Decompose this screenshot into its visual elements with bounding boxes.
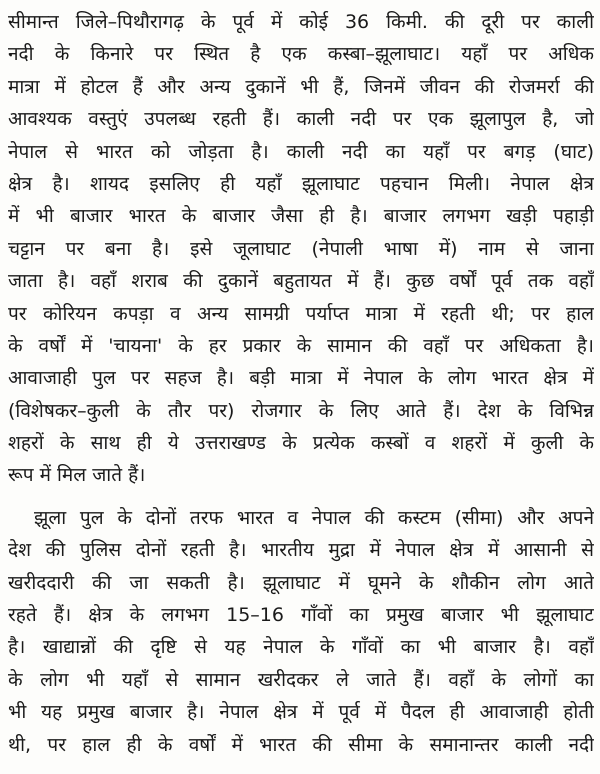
text-line: देश की पुलिस दोनों रहती है। भारतीय मुद्रा में नेपाल क्षेत्र में आसानी से bbox=[8, 539, 594, 562]
text-line: जाता है। वहाँ शराब की दुकानें बहुतायत में हैं। कुछ वर्षों पूर्व तक वहाँ bbox=[8, 270, 594, 293]
text-line: के वर्षों में 'चायना' के हर प्रकार के सामान की वहाँ पर अधिकता है। bbox=[8, 334, 594, 357]
text-line: मात्रा में होटल हैं और अन्य दुकानें भी हैं, जिनमें जीवन की रोजमर्रा की bbox=[8, 75, 594, 98]
text-line: रूप में मिल जाते हैं। bbox=[8, 464, 146, 487]
text-line: नदी के किनारे पर स्थित है एक कस्बा–झूलाघाट। यहाँ पर अधिक bbox=[8, 43, 594, 66]
body-text bbox=[8, 6, 594, 761]
text-line: शहरों के साथ ही ये उत्तराखण्ड के प्रत्येक कस्बों व शहरों में कुली के bbox=[8, 432, 594, 455]
text-line: नेपाल से भारत को जोड़ता है। काली नदी का यहाँ पर बगड़ (घाट) bbox=[8, 140, 594, 163]
text-line: क्षेत्र है। शायद इसलिए ही यहाँ झूलाघाट पहचान मिली। नेपाल क्षेत्र bbox=[8, 172, 594, 195]
text-line: आवाजाही पुल पर सहज है। बड़ी मात्रा में नेपाल के लोग भारत क्षेत्र में bbox=[8, 367, 594, 390]
text-line: झूला पुल के दोनों तरफ भारत व नेपाल की कस्टम (सीमा) और अपने bbox=[34, 506, 594, 529]
text-line: आवश्यक वस्तुएं उपलब्ध रहती हैं। काली नदी पर एक झूलापुल है, जो bbox=[8, 108, 594, 131]
text-line: थी, पर हाल ही के वर्षों में भारत की सीमा के समानान्तर काली नदी bbox=[8, 733, 594, 756]
text-line: रहते हैं। क्षेत्र के लगभग 15–16 गाँवों का प्रमुख बाजार भी झूलाघाट bbox=[8, 604, 594, 627]
text-line: सीमान्त जिले–पिथौरागढ़ के पूर्व में कोई 36 किमी. की दूरी पर काली bbox=[8, 11, 594, 33]
paragraph-spacer bbox=[8, 492, 594, 502]
text-line: खरीददारी की जा सकती है। झूलाघाट में घूमने के शौकीन लोग आते bbox=[8, 571, 594, 594]
text-line: (विशेषकर–कुली के तौर पर) रोजगार के लिए आते हैं। देश के विभिन्न bbox=[8, 399, 594, 422]
paragraph-2 bbox=[8, 502, 594, 761]
text-line: पर कोरियन कपड़ा व अन्य सामग्री पर्याप्त मात्रा में रहती थी; पर हाल bbox=[8, 302, 594, 325]
text-line: चट्टान पर बना है। इसे जूलाघाट (नेपाली भाषा में) नाम से जाना bbox=[8, 237, 594, 260]
text-line: के लोग भी यहाँ से सामान खरीदकर ले जाते हैं। वहाँ के लोगों का bbox=[8, 668, 594, 691]
text-line: है। खाद्यान्नों की दृष्टि से यह नेपाल के गाँवों का भी बाजार है। वहाँ bbox=[8, 636, 594, 659]
paragraph-1 bbox=[8, 6, 594, 492]
text-line: भी यह प्रमुख बाजार है। नेपाल क्षेत्र में पूर्व में पैदल ही आवाजाही होती bbox=[8, 701, 594, 724]
text-line: में भी बाजार भारत के बाजार जैसा ही है। बाजार लगभग खड़ी पहाड़ी bbox=[8, 205, 594, 228]
